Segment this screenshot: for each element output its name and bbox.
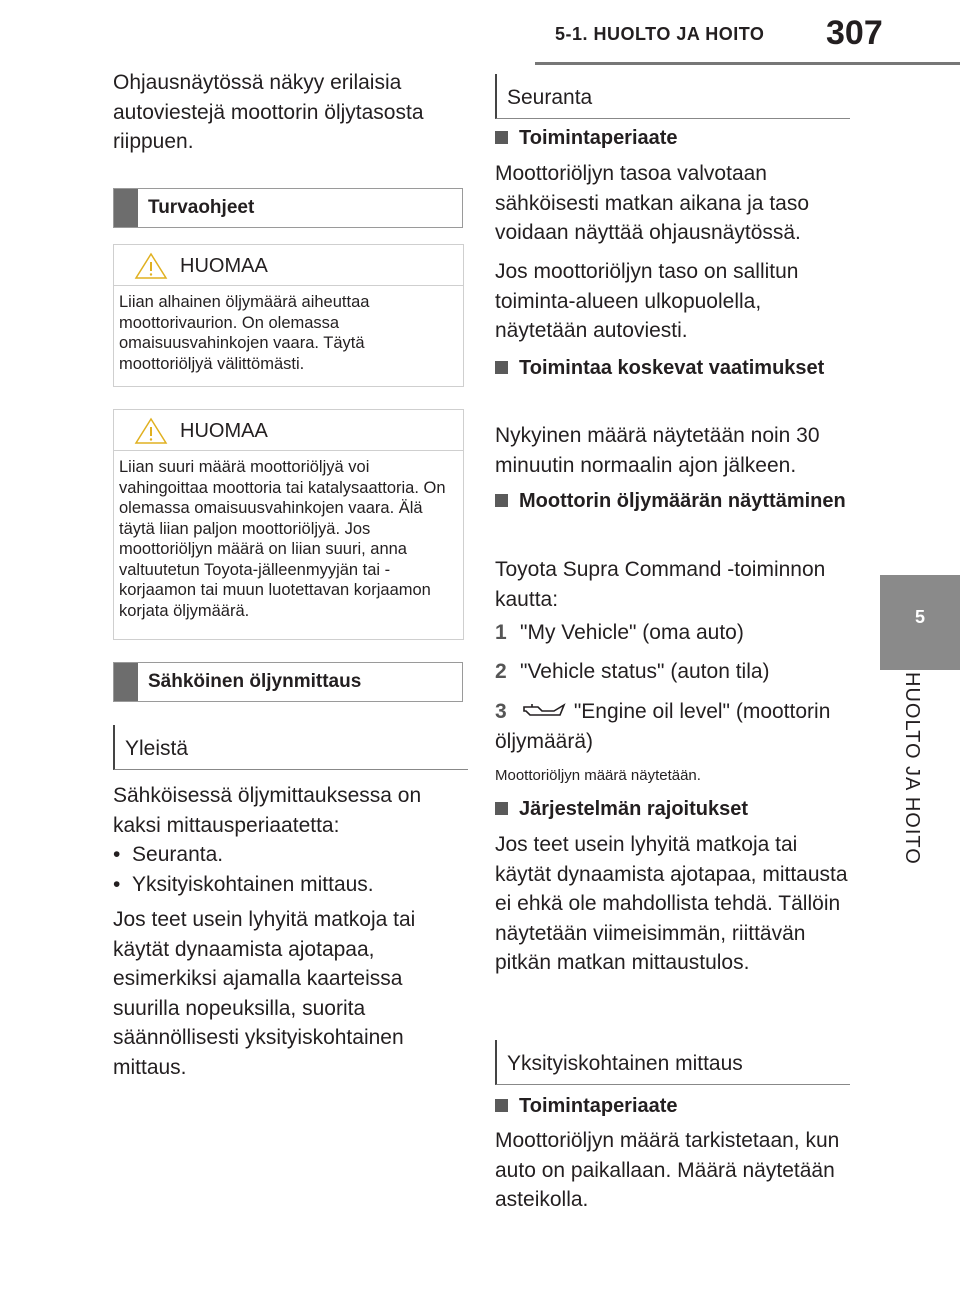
square-bullet-icon bbox=[495, 1099, 508, 1112]
display-paragraph: Toyota Supra Command -toiminnon kautta: bbox=[495, 558, 826, 611]
bullet-list bbox=[113, 840, 468, 899]
limits-heading: Järjestelmän rajoitukset bbox=[495, 795, 850, 825]
warning-triangle-icon bbox=[134, 417, 168, 445]
square-bullet-icon bbox=[495, 361, 508, 374]
warning-box-2 bbox=[113, 409, 464, 640]
step-3: 3 "Engine oil level" (moottorin öljymäärä) bbox=[495, 700, 831, 753]
square-bullet-icon bbox=[495, 131, 508, 144]
monitoring-subheading bbox=[495, 74, 850, 119]
heading-bar bbox=[114, 663, 138, 701]
list-item: • Seuranta. bbox=[113, 843, 224, 866]
detailed-subheading bbox=[495, 1040, 850, 1085]
requirements-paragraph: Nykyinen määrä näytetään noin 30 minuutin normaalin ajon jälkeen. bbox=[495, 424, 820, 477]
safety-heading: Turvaohjeet bbox=[148, 197, 255, 218]
monitoring-heading: Seuranta bbox=[507, 86, 593, 109]
square-bullet-icon bbox=[495, 802, 508, 815]
general-heading: Yleistä bbox=[125, 737, 189, 760]
chapter-number: 5 bbox=[914, 607, 925, 627]
section-title: 5-1. HUOLTO JA HOITO bbox=[555, 24, 765, 44]
shown-note: Moottoriöljyn määrä näytetään. bbox=[495, 767, 701, 784]
chapter-label: HUOLTO JA HOITO bbox=[901, 672, 923, 865]
principle-paragraph-1: Moottoriöljyn tasoa valvotaan sähköisesti matkan aikana ja taso voidaan näyttää ohjausnäytössä. bbox=[495, 162, 810, 244]
header-rule bbox=[535, 62, 960, 65]
square-bullet-icon bbox=[495, 494, 508, 507]
list-item: • Yksityiskohtainen mittaus. bbox=[113, 872, 374, 896]
electric-heading: Sähköinen öljynmittaus bbox=[148, 671, 362, 692]
detailed-heading: Yksityiskohtainen mittaus bbox=[507, 1052, 743, 1075]
warning-text: Liian suuri määrä moottoriöljyä voi vahingoittaa moottoria tai katalysaattoria. On olemassa omaisuusvahinkojen vaara. Älä täytä liian paljon moottoriöljyä. Jos moottoriöljyn määrä on liian suuri, anna valtuutetun Toyota-jälleenmyyjän tai -korjaamon tai muun luotettavan korjaamon korjata öljymäärä. bbox=[119, 458, 446, 620]
heading-bar bbox=[114, 189, 138, 227]
warning-box-1 bbox=[113, 244, 464, 387]
oil-can-icon bbox=[520, 702, 568, 720]
limits-paragraph: Jos teet usein lyhyitä matkoja tai käytät dynaamista ajotapaa, mittausta ei ehkä ole mahdollista tehdä. Tällöin näytetään viimeisimmän, riittävän pitkän matkan mittaustulos. bbox=[495, 833, 848, 974]
step-1: 1 "My Vehicle" (oma auto) bbox=[495, 621, 744, 644]
intro-paragraph: Ohjausnäytössä näkyy erilaisia autoviestejä moottorin öljytasosta riippuen. bbox=[113, 71, 424, 153]
principle-heading: Toimintaperiaate bbox=[495, 124, 850, 154]
electric-heading-box bbox=[113, 662, 463, 702]
general-paragraph: Sähköisessä öljymittauksessa on kaksi mittausperiaatetta: bbox=[113, 784, 422, 837]
step-2: 2 "Vehicle status" (auton tila) bbox=[495, 660, 770, 683]
display-heading: Moottorin öljymäärän näyttäminen bbox=[495, 487, 850, 517]
warning-text: Liian alhainen öljymäärä aiheuttaa moottorivaurion. On olemassa omaisuusvahinkojen vaara. Täytä moottoriöljyä välittömästi. bbox=[119, 293, 370, 373]
warning-title: HUOMAA bbox=[180, 420, 268, 442]
warning-header bbox=[114, 245, 463, 286]
warning-triangle-icon bbox=[134, 252, 168, 280]
warning-header bbox=[114, 410, 463, 451]
principle2-paragraph: Moottoriöljyn määrä tarkistetaan, kun auto on paikallaan. Määrä näytetään asteikolla. bbox=[495, 1129, 840, 1211]
principle2-heading: Toimintaperiaate bbox=[495, 1092, 850, 1122]
general-subheading bbox=[113, 725, 468, 770]
warning-title: HUOMAA bbox=[180, 255, 268, 277]
safety-heading-box bbox=[113, 188, 463, 228]
requirements-heading: Toimintaa koskevat vaatimukset bbox=[495, 354, 850, 384]
advice-paragraph: Jos teet usein lyhyitä matkoja tai käytät dynaamista ajotapaa, esimerkiksi ajamalla kaarteissa suurilla nopeuksilla, suorita säännöllisesti yksityiskohtainen mittaus. bbox=[113, 908, 416, 1079]
page-number: 307 bbox=[826, 14, 883, 52]
principle-paragraph-2: Jos moottoriöljyn taso on sallitun toiminta-alueen ulkopuolella, näytetään autoviesti. bbox=[495, 260, 799, 342]
